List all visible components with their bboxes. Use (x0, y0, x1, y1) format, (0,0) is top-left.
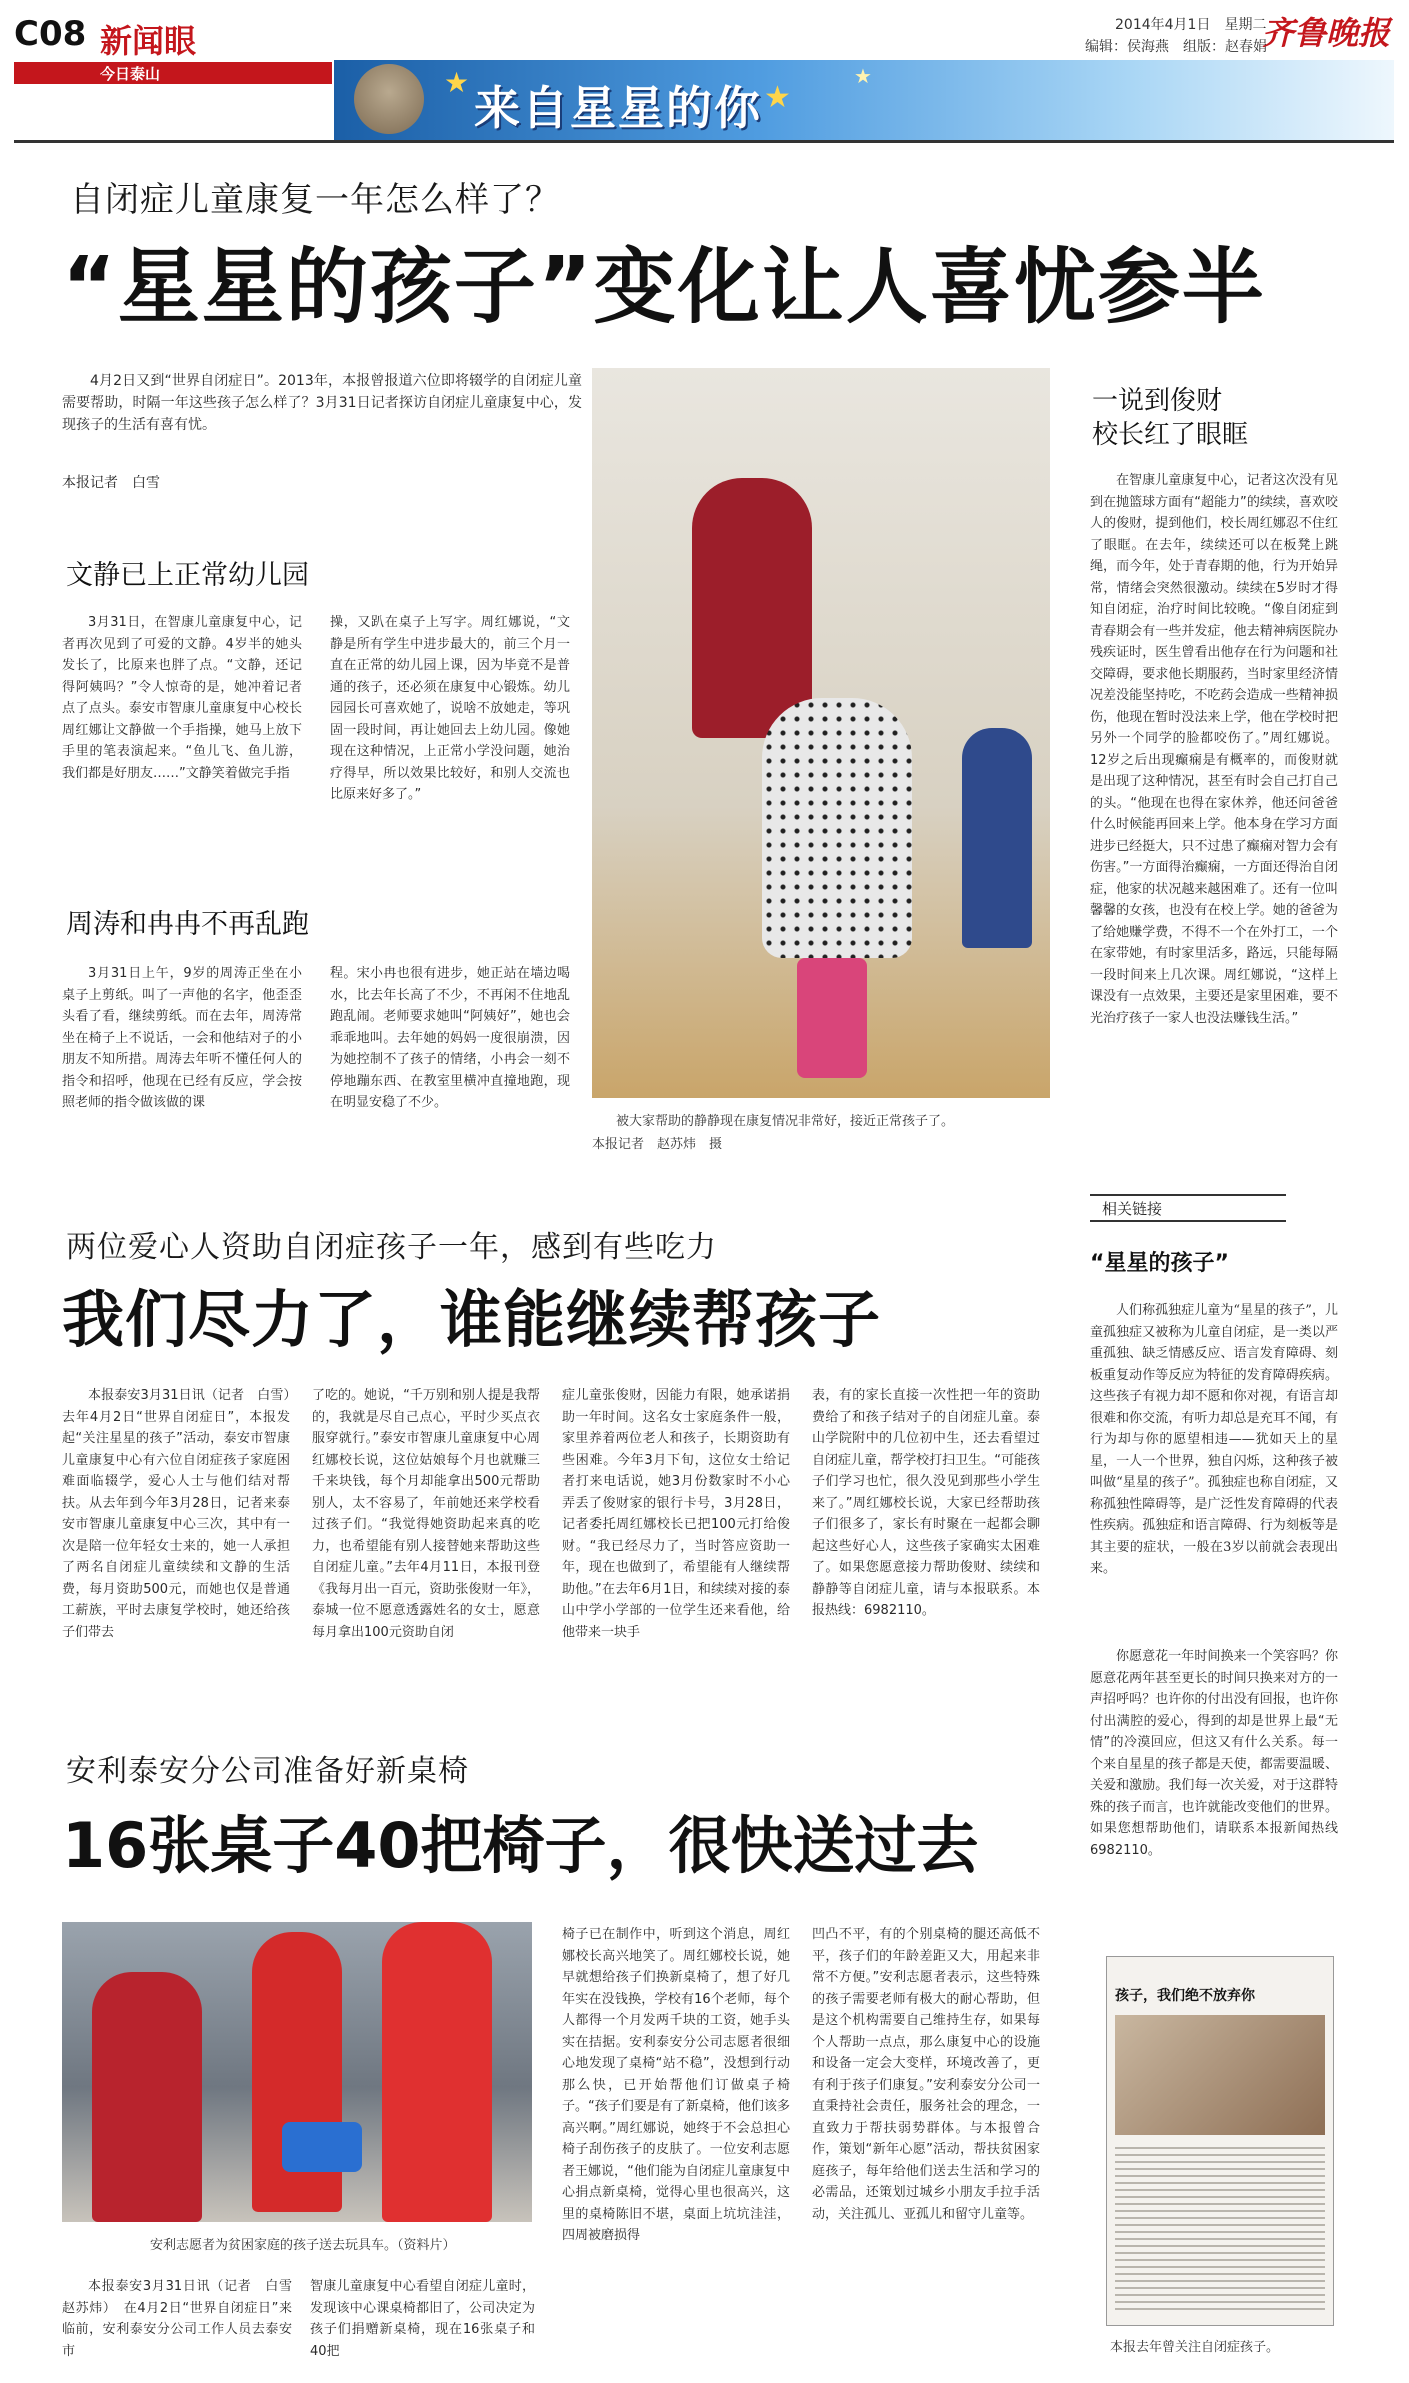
story1-lead: 4月2日又到“世界自闭症日”。2013年，本报曾报道六位即将辍学的自闭症儿童需要帮助，时隔一年这些孩子怎么样了？3月31日记者探访自闭症儿童康复中心，发现孩子的生活有喜有忧。 (62, 373, 582, 433)
date-line: 2014年4月1日 星期二 (1115, 17, 1267, 33)
related-tag (1090, 1194, 1286, 1222)
story3-photo-caption: 安利志愿者为贫困家庭的孩子送去玩具车。（资料片） (150, 2238, 456, 2253)
story1-kicker: 自闭症儿童康复一年怎么样了？ (70, 180, 560, 220)
story1-section2-title: 周涛和冉冉不再乱跑 (66, 909, 309, 940)
banner-title: 来自星星的你 (474, 81, 762, 135)
child-figure (762, 698, 912, 958)
related-body-2: 你愿意花一年时间换来一个笑容吗？你愿意花两年甚至更长的时间只换来对方的一声招呼吗？也许你的付出没有回报，也许你付出满腔的爱心，得到的却是世界上最“无情”的冷漠回应，但这又有什么关系。每一个来自星星的孩子都是天使，都需要温暖、关爱和激励。我们每一次关爱，对于这群特殊的孩子而言，也许就能改变他们的世界。如果您想帮助他们，请联系本报新闻热线6982110。 (1090, 1649, 1338, 1858)
story2-col2: 了吃的。她说，“千万别和别人提是我帮的，我就是尽自己点心，平时少买点衣服穿就行。”泰安市智康儿童康复中心周红娜校长说，这位姑娘每个月也就赚三千来块钱，每个月却能拿出500元帮助别人，太不容易了，年前她还来学校看过孩子们。“我觉得她资助起来真的吃力，也希望能有别人接替她来帮助这些自闭症儿童。”去年4月11日，本报刊登《我每月出一百元，资助张俊财一年》，泰城一位不愿意透露姓名的女士，愿意每月拿出100元资助自闭 (312, 1388, 540, 1640)
sidebar-body: 在智康儿童康复中心，记者这次没有见到在抛篮球方面有“超能力”的续续，喜欢咬人的俊财，提到他们，校长周红娜忍不住红了眼眶。在去年，续续还可以在板凳上跳绳，而今年，处于青春期的他，行为开始异常，情绪会突然很激动。续续在5岁时才得知自闭症，治疗时间比较晚。“像自闭症到青春期会有一些并发症，他去精神病医院办残疾证时，医生曾看出他存在行为问题和社交障碍，要求他长期服药，当时家里经济情况差没能坚持吃，不吃药会造成一些精神损伤，他现在暂时没法来上学，他在学校时把另外一个同学的脸都咬伤了。”周红娜说。12岁之后出现癫痫是有概率的，而俊财就是出现了这种情况，甚至有时会自己打自己的头。“他现在也得在家休养，他还问爸爸什么时候能再回来上学。他本身在学习方面进步已经挺大，只不过患了癫痫对智力会有伤害。”一方面得治癫痫，一方面还得治自闭症，他家的状况越来越困难了。还有一位叫馨馨的女孩，也没有在校上学。她的爸爸为了给她赚学费，不得不一个在外打工，一个在家带她，有时家里活多，路远，只能每隔一段时间来上几次课。周红娜说，“这样上课没有一点效果，主要还是家里困难，要不光治疗孩子一家人也没法赚钱生活。” (1090, 473, 1338, 1026)
story1-section2-col1: 3月31日上午，9岁的周涛正坐在小桌子上剪纸。叫了一声他的名字，他歪歪头看了看，继续剪纸。而在去年，周涛常坐在椅子上不说话，一会和他结对子的小朋友不知所措。周涛去年听不懂任何人的指令和招呼，他现在已经有反应，学会按照老师的指令做该做的课 (62, 966, 302, 1110)
related-title: “星星的孩子” (1090, 1251, 1229, 1276)
star-icon: ★ (444, 66, 470, 99)
subsection-bar (14, 62, 332, 84)
boy-figure (962, 728, 1032, 948)
editors-line: 编辑：侯海燕 组版：赵春娟 (1085, 39, 1267, 55)
story2-headline: 我们尽力了，谁能继续帮孩子 (62, 1283, 882, 1356)
story1-photo-caption: 被大家帮助的静静现在康复情况非常好，接近正常孩子了。 (616, 1114, 955, 1129)
story3-bottom-col2: 智康儿童康复中心看望自闭症儿童时，发现该中心课桌椅都旧了，公司决定为孩子们捐赠新桌椅，现在16张桌子和40把 (310, 2279, 535, 2359)
story3-kicker: 安利泰安分公司准备好新桌椅 (66, 1754, 469, 1789)
story1-section1-col1: 3月31日，在智康儿童康复中心，记者再次见到了可爱的文静。4岁半的她头发长了，比原来也胖了点。“文静，还记得阿姨吗？”令人惊奇的是，她冲着记者点了点头。泰安市智康儿童康复中心校长周红娜让文静做一个手指操，她马上放下手里的笔表演起来。“鱼儿飞、鱼儿游，我们都是好朋友……”文静笑着做完手指 (62, 615, 302, 781)
story1-byline: 本报记者 白雪 (62, 475, 160, 491)
story1-photo (592, 368, 1050, 1098)
clipping-thumbnail (1106, 1956, 1334, 2326)
paper-logo: 齐鲁晚报 (1262, 14, 1391, 52)
subsection-name: 今日泰山 (100, 65, 161, 83)
toy-car (282, 2122, 362, 2172)
section-name: 新闻眼 (100, 22, 197, 60)
story3-bottom-col1: 本报泰安3月31日讯（记者 白雪 赵苏炜） 在4月2日“世界自闭症日”来临前，安利泰安分公司工作人员去泰安市 (62, 2279, 306, 2359)
story3-col3: 椅子已在制作中，听到这个消息，周红娜校长高兴地笑了。周红娜校长说，她早就想给孩子们换新桌椅了，想了好几年实在没钱换，学校有16个老师，每个人都得一个月发两千块的工资，她手头实在拮据。安利泰安分公司志愿者很细心地发现了桌椅“站不稳”，没想到行动那么快，已开始帮他们订做桌子椅子。“孩子们要是有了新桌椅，他们该多高兴啊。”周红娜说，她终于不会总担心椅子刮伤孩子的皮肤了。一位安利志愿者王娜说，“他们能为自闭症儿童康复中心捐点新桌椅，觉得心里也很高兴，这里的桌椅陈旧不堪，桌面上坑坑洼洼，四周被磨损得 (562, 1927, 790, 2243)
clipping-text (1115, 2147, 1325, 2315)
teddy-bear-icon (354, 64, 424, 134)
woman-figure (692, 478, 812, 738)
story2-col4: 表，有的家长直接一次性把一年的资助费给了和孩子结对子的自闭症儿童。泰山学院附中的几位初中生，还去看望过自闭症儿童，帮学校打扫卫生。“可能孩子们学习也忙，很久没见到那些小学生来了。”周红娜校长说，大家已经帮助孩子们很多了，家长有时聚在一起都会聊起这些好心人，这些孩子家确实太困难了。如果您愿意接力帮助俊财、续续和静静等自闭症儿童，请与本报联系。本报热线：6982110。 (812, 1388, 1040, 1618)
masthead (0, 0, 1409, 140)
woman-figure (92, 1972, 202, 2222)
story1-section1-col2: 操，又趴在桌子上写字。周红娜说，“文静是所有学生中进步最大的，前三个月一直在正常的幼儿园上课，因为毕竟不是普通的孩子，还必须在康复中心锻炼。幼儿园园长可喜欢她了，说啥不放她走，等巩固一段时间，再让她回去上幼儿园。像她现在这种情况，上正常小学没问题，她治疗得早，所以效果比较好，和别人交流也比原来好多了。” (330, 615, 570, 802)
star-icon: ★ (764, 80, 791, 115)
child-legs (797, 958, 867, 1078)
star-icon: ★ (854, 64, 872, 88)
clipping-caption: 本报去年曾关注自闭症孩子。 (1110, 2340, 1280, 2355)
story3-photo (62, 1922, 532, 2222)
story2-col3: 症儿童张俊财，因能力有限，她承诺捐助一年时间。这名女士家庭条件一般，家里养着两位老人和孩子，长期资助有些困难。今年3月下旬，这位女士给记者打来电话说，她3月份数家时不小心弄丢了俊财家的银行卡号，3月28日，记者委托周红娜校长已把100元打给俊财。“我已经尽力了，当时答应资助一年，现在也做到了，希望能有人继续帮助他。”在去年6月1日，和续续对接的泰山中学小学部的一位学生还来看他，给他带来一块手 (562, 1388, 790, 1640)
volunteer-figure (382, 1922, 492, 2222)
clipping-headline: 孩子，我们绝不放弃你 (1115, 1988, 1255, 2004)
clipping-photo (1115, 2015, 1325, 2135)
story1-photo-credit: 本报记者 赵苏炜 摄 (592, 1137, 723, 1152)
story2-col1: 本报泰安3月31日讯（记者 白雪） 去年4月2日“世界自闭症日”，本报发起“关注星星的孩子”活动，泰安市智康儿童康复中心有六位自闭症孩子家庭困难面临辍学，爱心人士与他们结对帮扶。从去年到今年3月28日，记者来泰安市智康儿童康复中心三次，其中有一次是陪一位年轻女士来的，她一人承担了两名自闭症儿童续续和文静的生活费，每月资助500元，而她也仅是普通工薪族，平时去康复学校时，她还给孩子们带去 (62, 1388, 304, 1640)
story3-headline: 16张桌子40把椅子，很快送过去 (62, 1809, 979, 1882)
story1-section1-title: 文静已上正常幼儿园 (66, 560, 309, 591)
masthead-rule (14, 140, 1394, 143)
related-tag-label: 相关链接 (1102, 1200, 1163, 1218)
banner (334, 60, 1394, 140)
story1-section2-col2: 程。宋小冉也很有进步，她正站在墙边喝水，比去年长高了不少，不再闲不住地乱跑乱闹。老师要求她叫“阿姨好”，她也会乖乖地叫。去年她的妈妈一度很崩溃，因为她控制不了孩子的情绪，小冉会一刻不停地蹦东西、在教室里横冲直撞地跑，现在明显安稳了不少。 (330, 966, 570, 1110)
story1-headline: “星星的孩子”变化让人喜忧参半 (62, 240, 1266, 335)
story2-kicker: 两位爱心人资助自闭症孩子一年，感到有些吃力 (66, 1230, 717, 1265)
sidebar-title-line2: 校长红了眼眶 (1092, 420, 1249, 450)
story3-col4: 凹凸不平，有的个别桌椅的腿还高低不平，孩子们的年龄差距又大，用起来非常不方便。”安利志愿者表示，这些特殊的孩子需要老师有极大的耐心帮助，但是这个机构需要自己维持生存，如果每个人帮助一点点，那么康复中心的设施和设备一定会大变样，环境改善了，更有利于孩子们康复。”安利泰安分公司一直秉持社会责任，服务社会的理念，一直致力于帮扶弱势群体。与本报曾合作，策划“新年心愿”活动，帮扶贫困家庭孩子，每年给他们送去生活和学习的必需品，还策划过城乡小朋友手拉手活动，关注孤儿、亚孤儿和留守儿童等。 (812, 1927, 1040, 2222)
sidebar-title-line1: 一说到俊财 (1092, 386, 1223, 416)
page-code: C08 (14, 14, 87, 54)
related-body-1: 人们称孤独症儿童为“星星的孩子”，儿童孤独症又被称为儿童自闭症，是一类以严重孤独、缺乏情感反应、语言发育障碍、刻板重复动作等反应为特征的发育障碍疾病。这些孩子有视力却不愿和你对视，有语言却很难和你交流，有听力却总是充耳不闻，有行为却与你的愿望相违——犹如天上的星星，一人一个世界，独自闪烁，这种孩子被叫做“星星的孩子”。孤独症也称自闭症，又称孤独性障碍等，是广泛性发育障碍的代表性疾病。孤独症和语言障碍、行为刻板等是其主要的症状，一般在3岁以前就会表现出来。 (1090, 1303, 1338, 1576)
